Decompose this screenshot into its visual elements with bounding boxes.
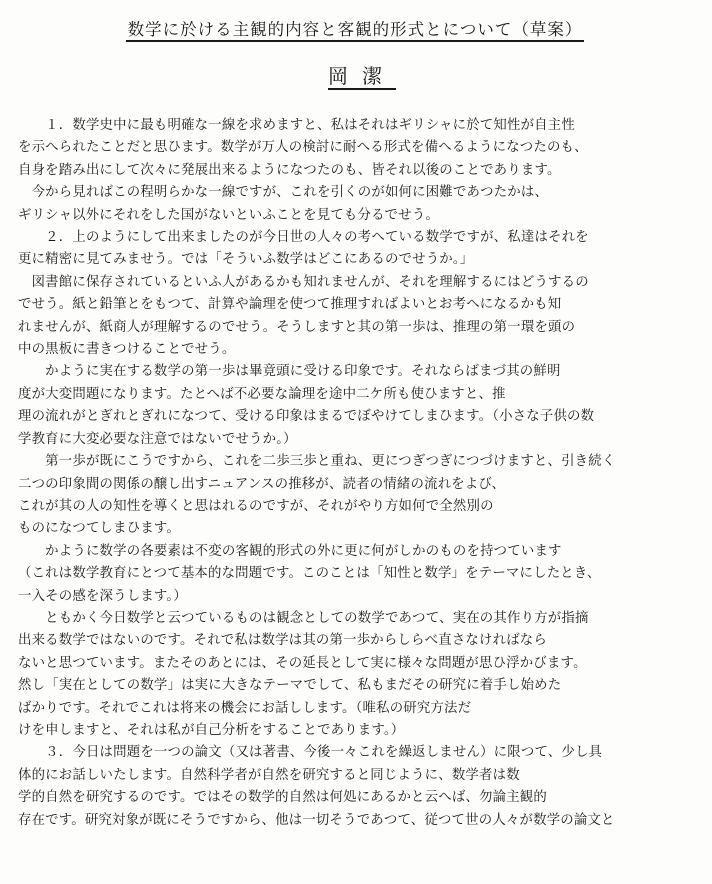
manuscript-line: 度が大変問題になります。たとへば不必要な論理を途中二ケ所も使ひますと、推 (18, 386, 506, 402)
manuscript-line: ばかりです。それでこれは将来の機会にお話しします。（唯私の研究方法だ (18, 700, 472, 716)
manuscript-line: （これは数学教育にとつて基本的な問題です。このことは「知性と数学」をテーマにしたとき、 (18, 566, 601, 582)
manuscript-line: ないと思つています。またそのあとには、その延長として実に様々な問題が思ひ浮かびます。 (18, 655, 587, 671)
manuscript-line: 然し「実在としての数学」は実に大きなテーマでして、私もまだその研究に着手し始めた (18, 678, 562, 694)
manuscript-line: 更に精密に見てみませう。では「そういふ数学はどこにあるのでせうか。」 (18, 252, 474, 268)
manuscript-body (18, 115, 692, 832)
manuscript-line: 体的にお話しいたします。自然科学者が自然を研究すると同じように、数学者は数 (18, 767, 520, 783)
manuscript-line: 出来る数学ではないのです。それで私は数学は其の第一歩からしらべ直さなければなら (18, 633, 547, 649)
manuscript-line: ３．今日は問題を一つの論文（又は著書、今後一々これを繰返しません）に限つて、少し具 (18, 745, 603, 761)
manuscript-line: でせう。紙と鉛筆とをもつて、計算や論理を使つて推理すればよいとお考へになるかも知 (18, 297, 562, 313)
manuscript-line: かように数学の各要素は不変の客観的形式の外に更に何がしかのものを持つています (18, 543, 562, 559)
document-title: 数学に於ける主観的内容と客観的形式とについて（草案） (18, 16, 692, 42)
manuscript-line: かように実在する数学の第一歩は畢竟頭に受ける印象です。それならばまづ其の鮮明 (18, 364, 561, 380)
manuscript-line: を示へられたことだと思ひます。数学が万人の検討に耐へる形式を備へるようになつたのも、 (18, 140, 588, 156)
manuscript-line: 今から見ればこの程明らかな一線ですが、これを引くのが如何に困難であつたかは、 (18, 185, 549, 201)
manuscript-line: 学的自然を研究するのです。ではその数学的自然は何処にあるかと云へば、勿論主観的 (18, 790, 547, 806)
manuscript-line: 二つの印象間の関係の醸し出すニュアンスの推移が、読者の情緒の流れをよび、 (18, 476, 506, 492)
manuscript-line: けを申しますと、それは私が自己分析をすることであります。） (18, 722, 405, 738)
manuscript-line: 第一歩が既にこうですから、これを二歩三歩と重ね、更につぎつぎにつづけますと、引き続く (18, 454, 616, 470)
manuscript-line: １．数学史中に最も明確な一線を求めますと、私はそれはギリシャに於て知性が自主性 (18, 118, 575, 133)
manuscript-line: 自身を踏み出にして次々に発展出来るようになつたのも、皆それ以後のことであります。 (18, 162, 561, 178)
manuscript-line: 図書館に保存されているといふ人があるかも知れませんが、それを理解するにはどうするの (18, 274, 589, 290)
manuscript-line: 一入その感を深うします。） (18, 588, 187, 604)
manuscript-line: ギリシャ以外にそれをした国がないといふことを見ても分るでせう。 (18, 207, 439, 223)
manuscript-line: これが其の人の知性を導くと思はれるのですが、それがやり方如何で全然別の (18, 498, 494, 514)
manuscript-line: ともかく今日数学と云つているものは観念としての数学であつて、実在の其作り方が指摘 (18, 610, 589, 626)
manuscript-line: ものになつてしまひます。 (18, 521, 181, 537)
manuscript-line: れませんが、紙商人が理解するのでせう。そうしますと其の第一歩は、推理の第一環を頭の (18, 319, 576, 335)
manuscript-line: 学教育に大変必要な注意ではないでせうか。） (18, 431, 297, 447)
manuscript-line: 理の流れがとぎれとぎれになつて、受ける印象はまるでぼやけてしまひます。（小さな子供の数 (18, 409, 595, 425)
author-name: 岡潔 (328, 64, 396, 88)
manuscript-line: ２．上のようにして出来ましたのが今日世の人々の考へている数学ですが、私達はそれを (18, 230, 589, 246)
manuscript-line: 中の黒板に書きつけることでせう。 (18, 342, 236, 358)
manuscript-line: 存在です。研究対象が既にそうですから、他は一切そうであつて、従つて世の人々が数学の論文と (18, 812, 615, 828)
